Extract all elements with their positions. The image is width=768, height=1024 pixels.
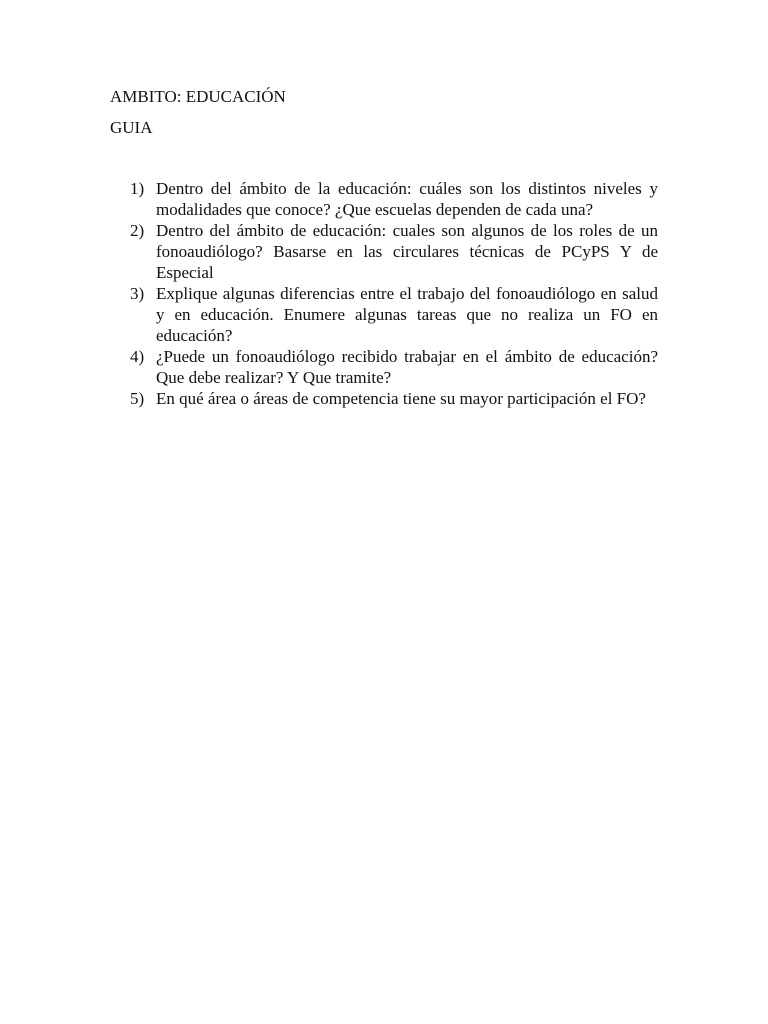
question-text: Dentro del ámbito de educación: cuales son algunos de los roles de un fonoaudiólogo? Basarse en las circulares técnicas de PCyPS Y de Especial <box>156 221 658 282</box>
list-item <box>130 346 658 388</box>
question-number: 5) <box>130 389 145 408</box>
question-text: Dentro del ámbito de la educación: cuáles son los distintos niveles y modalidades que conoce? ¿Que escuelas dependen de cada una? <box>156 179 658 219</box>
list-item <box>130 283 658 346</box>
question-number: 2) <box>130 221 145 240</box>
question-text: Explique algunas diferencias entre el trabajo del fonoaudiólogo en salud y en educación. Enumere algunas tareas que no realiza un FO en educación? <box>156 284 658 345</box>
question-number: 3) <box>130 284 145 303</box>
question-text: En qué área o áreas de competencia tiene su mayor participación el FO? <box>156 389 646 408</box>
list-item <box>130 220 658 283</box>
list-item <box>130 388 658 409</box>
list-item <box>130 178 658 220</box>
question-text: ¿Puede un fonoaudiólogo recibido trabajar en el ámbito de educación? Que debe realizar? Y Que tramite? <box>156 347 658 387</box>
document-subtitle: GUIA <box>110 118 153 137</box>
document-title: AMBITO: EDUCACIÓN <box>110 87 286 106</box>
question-number: 1) <box>130 179 145 198</box>
question-number: 4) <box>130 347 145 366</box>
questions-list <box>130 178 658 409</box>
